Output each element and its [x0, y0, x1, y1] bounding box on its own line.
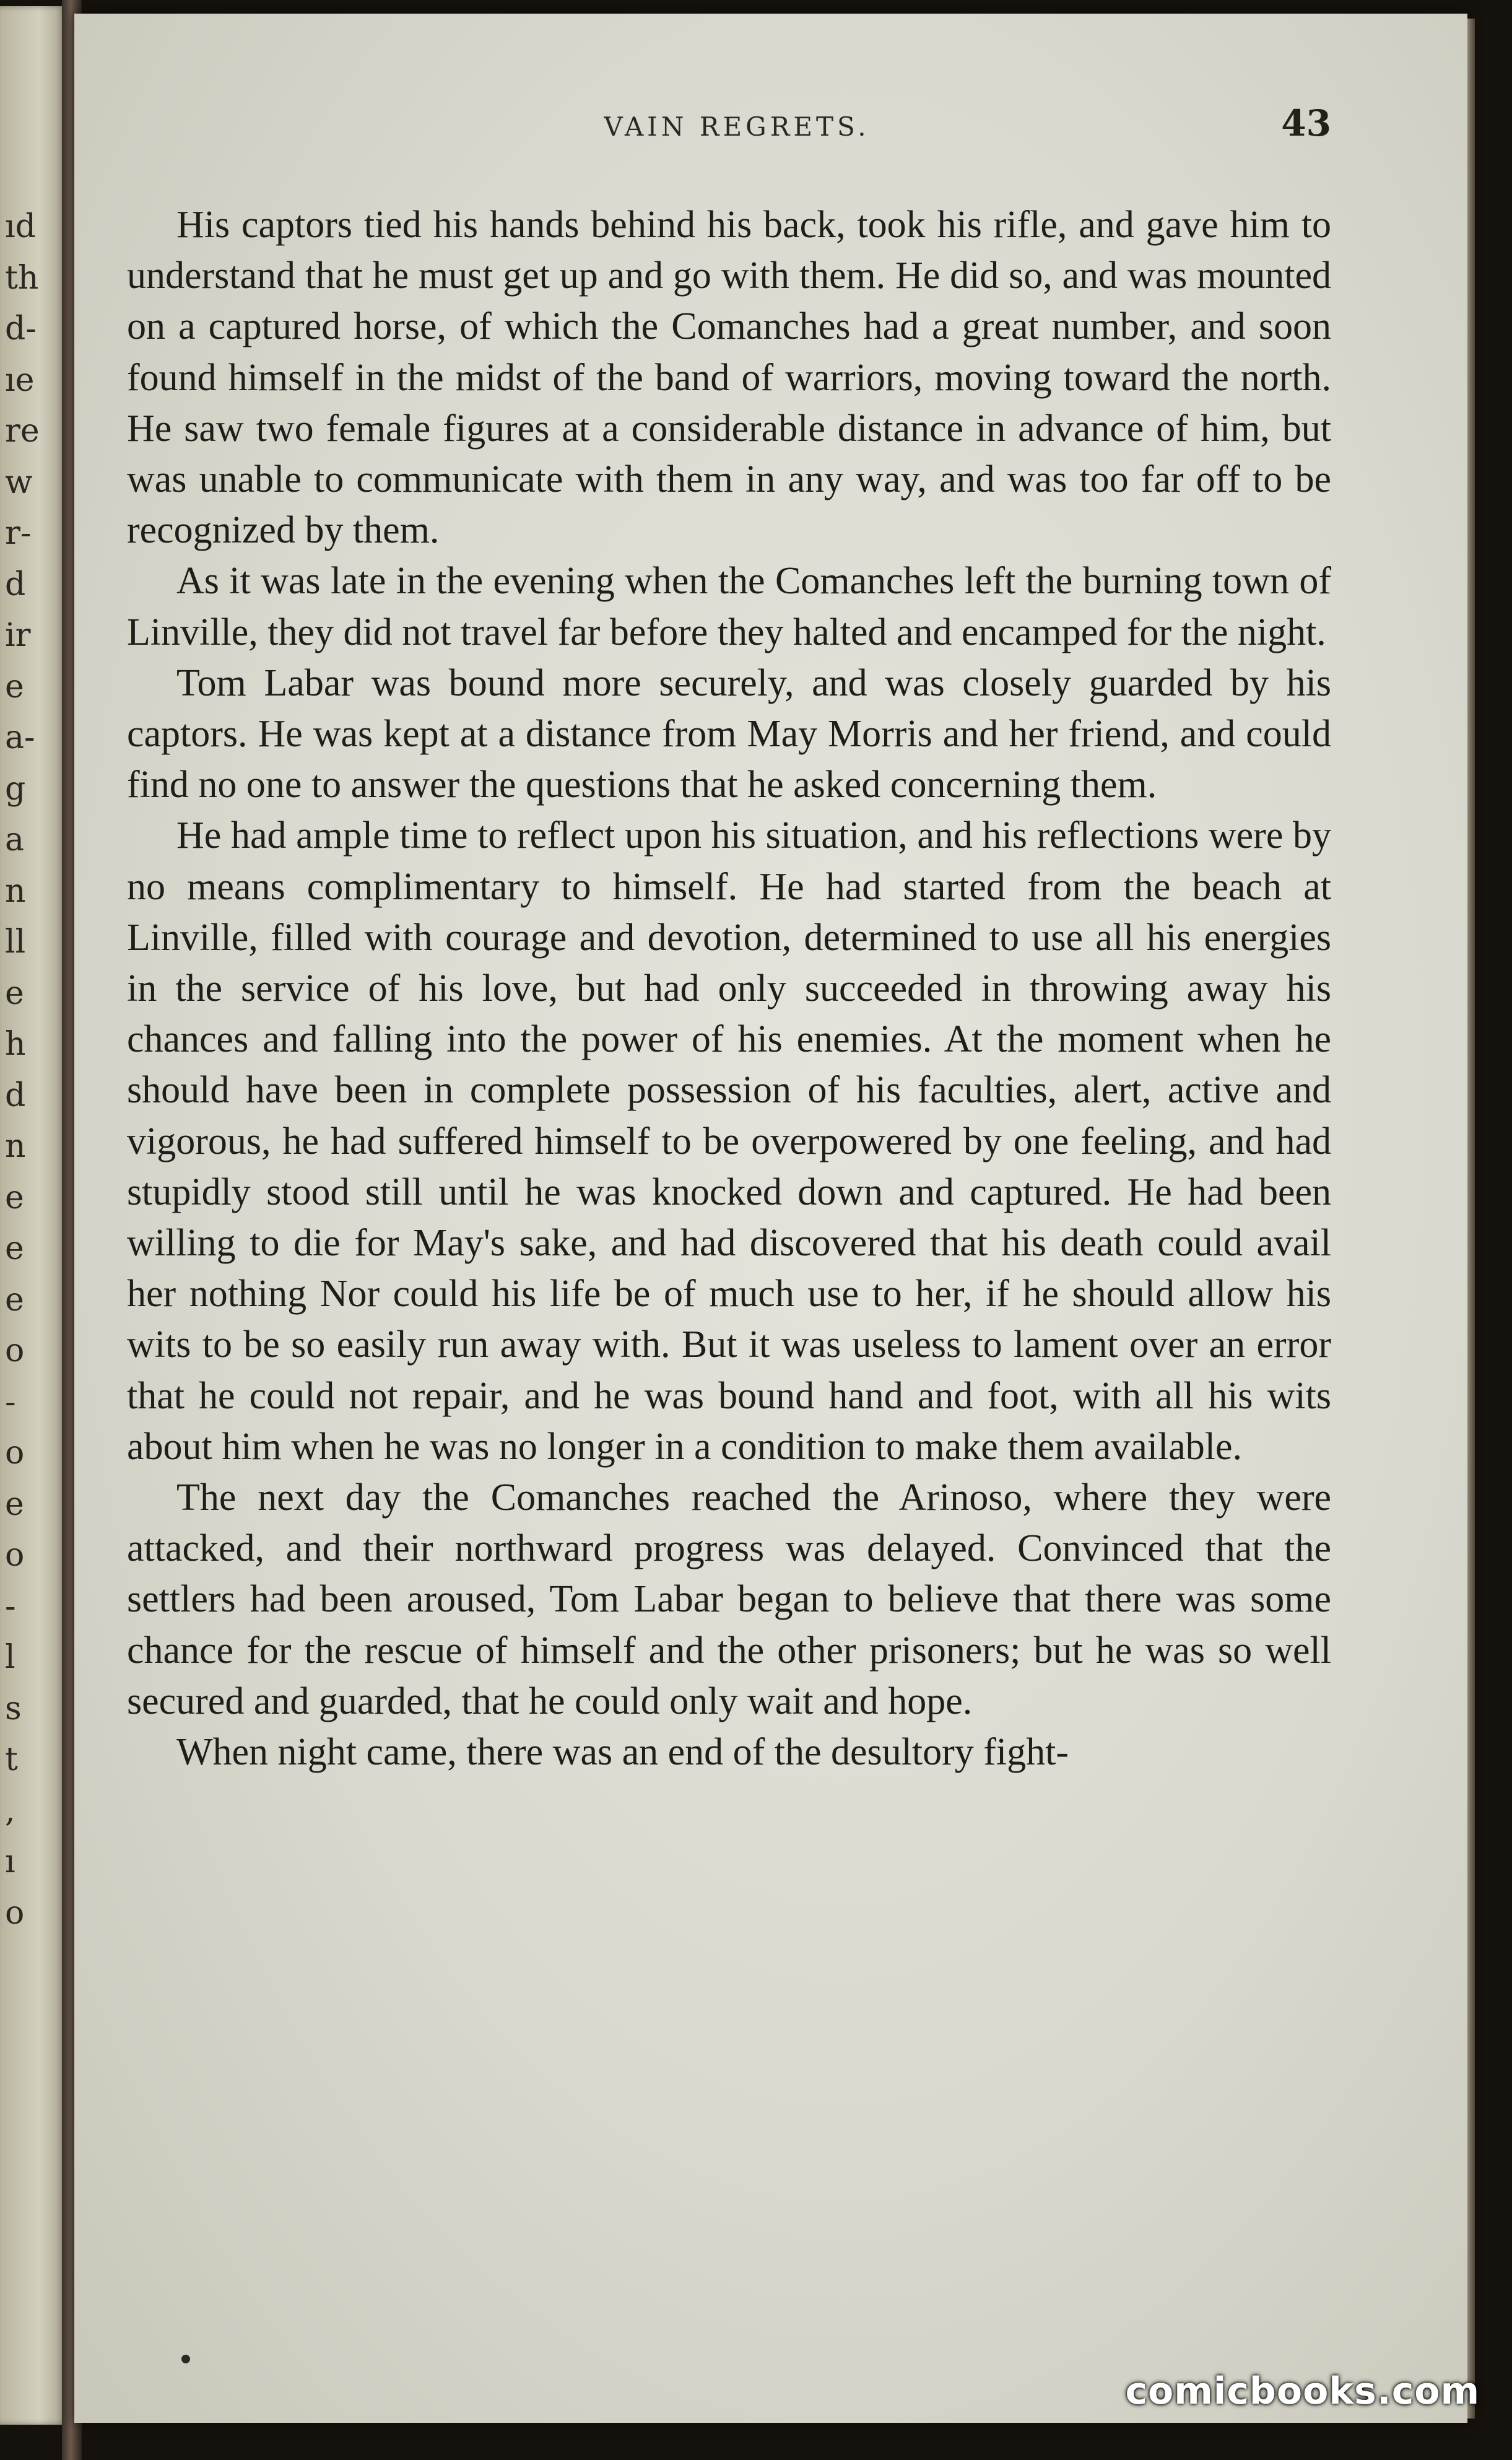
paragraph: He had ample time to reflect upon his situation, and his reflections were by no means complimentary to himself. He had started from the beach at Linville, filled with courage and devotion, determined to use all his energies in the service of his love, but had only succeeded in throwing away his chances and falling into the power of his enemies. At the moment when he should have been in complete possession of his faculties, alert, active and vigorous, he had suffered himself to be overpowered by one feeling, and had stupidly stood still until he was knocked down and captured. He had been willing to die for May's sake, and had discovered that his death could avail her nothing Nor could his life be of much use to her, if he should allow his wits to be so easily run away with. But it was useless to lament over an error that he could not repair, and he was bound hand and foot, with all his wits about him when he was no longer in a condition to make them available.: [127, 814, 1331, 1468]
facing-page-fragment: d: [5, 565, 26, 603]
facing-page-fragment: e: [5, 668, 24, 705]
facing-page-fragment: ll: [5, 923, 26, 961]
facing-page-fragment: -: [5, 1587, 16, 1625]
facing-page-fragment: e: [5, 1485, 24, 1523]
facing-page-fragment: s: [5, 1690, 22, 1727]
facing-page-fragment: e: [5, 1179, 24, 1216]
facing-page-fragment: o: [5, 1894, 25, 1932]
facing-page-fragment: e: [5, 1230, 24, 1267]
page-edge-shadow: [1467, 19, 1475, 2419]
paragraph: When night came, there was an end of the desultory fight-: [176, 1731, 1069, 1774]
facing-page-edge: [0, 6, 66, 2425]
facing-page-fragment: n: [5, 1128, 26, 1165]
paragraph: His captors tied his hands behind his back, took his rifle, and gave him to understand that he must get up and go with them. He did so, and was mounted on a captured horse, of which the Comanches had a great number, and soon found himself in the midst of the band of warriors, moving toward the north. He saw two female figures at a considerable distance in advance of him, but was unable to communicate with them in any way, and was too far off to be recognized by them.: [127, 204, 1331, 552]
facing-page-fragment: o: [5, 1537, 25, 1574]
facing-page-fragment: h: [5, 1026, 26, 1063]
facing-page-fragment: e: [5, 1281, 24, 1319]
facing-page-fragment: ıd: [5, 208, 36, 245]
facing-page-fragment: l: [5, 1639, 15, 1676]
facing-page-fragment: o: [5, 1434, 25, 1472]
watermark-text: comicbooks.com: [1125, 2370, 1480, 2413]
facing-page-fragment: ,: [5, 1792, 15, 1830]
facing-page-fragment: w: [5, 463, 33, 501]
running-head: VAIN REGRETS.: [604, 111, 870, 142]
facing-page-fragment: a-: [5, 719, 35, 756]
facing-page-fragment: -: [5, 1383, 16, 1421]
page-number: 43: [1281, 102, 1331, 144]
facing-page-fragment: ı: [5, 1843, 15, 1880]
facing-page-fragment: a: [5, 821, 25, 858]
facing-page-fragment: t: [5, 1741, 18, 1778]
facing-page-fragment: r-: [5, 515, 32, 552]
facing-page-fragment: d-: [5, 310, 37, 347]
facing-page-fragment: o: [5, 1332, 25, 1369]
ink-dot: [181, 2355, 190, 2363]
facing-page-fragment: d: [5, 1076, 26, 1114]
facing-page-fragment: n: [5, 872, 26, 910]
facing-page-fragment: re: [5, 412, 40, 450]
paragraph: The next day the Comanches reached the Arinoso, where they were attacked, and their northward progress was delayed. Convinced that the settlers had been aroused, Tom Labar began to believe that there was some chance for the rescue of himself and the other prisoners; but he was so well secured and guarded, that he could only wait and hope.: [127, 1476, 1331, 1722]
body-text: [127, 199, 1331, 1777]
facing-page-fragment: th: [5, 259, 39, 297]
paragraph: Tom Labar was bound more securely, and was closely guarded by his captors. He was kept at a distance from May Morris and her friend, and could find no one to answer the questions that he asked concerning them.: [127, 661, 1331, 806]
facing-page-fragment: ir: [5, 617, 31, 654]
facing-page-fragment: ıe: [5, 361, 35, 399]
facing-page-fragment: g: [5, 770, 26, 808]
paragraph: As it was late in the evening when the Comanches left the burning town of Linville, they did not travel far before they halted and encamped for the night.: [127, 560, 1331, 653]
facing-page-fragment: e: [5, 974, 24, 1012]
